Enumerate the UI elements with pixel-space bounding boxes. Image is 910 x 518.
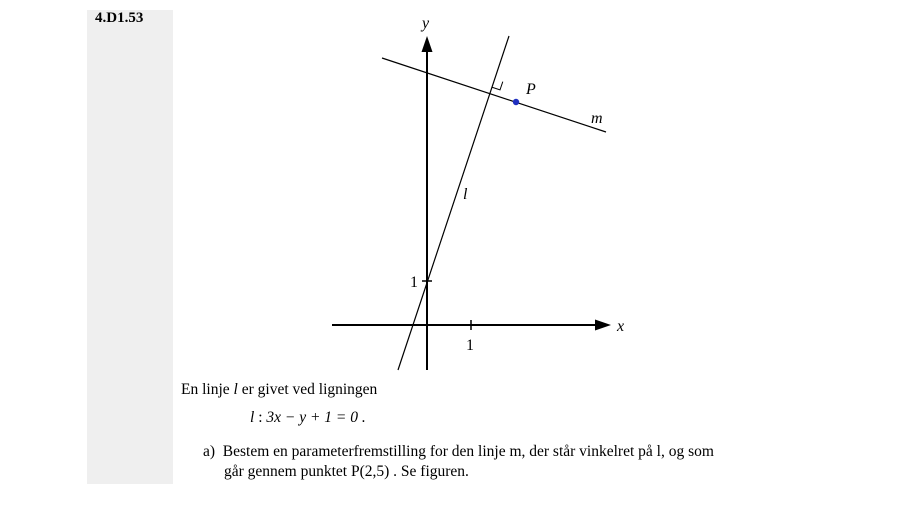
problem-id: 4.D1.53 — [95, 10, 144, 26]
line-l — [398, 36, 509, 370]
y-axis-arrow — [422, 36, 433, 52]
point-p-label: P — [526, 81, 536, 98]
equation — [250, 409, 366, 427]
item-a-line2: går gennem punktet P(2,5) . Se figuren. — [224, 463, 469, 480]
x-tick-label: 1 — [466, 337, 474, 354]
intro-post: er givet ved ligningen — [237, 381, 378, 398]
point-p — [513, 99, 519, 105]
coordinate-figure — [327, 8, 637, 376]
item-a-marker: a) — [203, 443, 216, 460]
equation-lhs: l — [250, 409, 255, 426]
equation-body: 3x − y + 1 = 0 . — [266, 409, 366, 426]
intro-pre: En linje — [181, 381, 234, 398]
line-l-label: l — [463, 186, 468, 203]
x-axis-label: x — [617, 318, 625, 335]
y-axis-label: y — [422, 15, 430, 32]
intro-var: l — [233, 381, 238, 398]
equation-sep: : — [254, 409, 267, 426]
item-a-continuation — [224, 463, 469, 481]
y-tick-label: 1 — [410, 274, 418, 291]
intro-text — [181, 381, 377, 399]
line-m-label: m — [591, 110, 603, 127]
item-a — [203, 443, 714, 461]
item-a-line1: Bestem en parameterfremstilling for den linje m, der står vinkelret på l, og som — [222, 443, 714, 460]
line-m — [382, 58, 606, 132]
x-axis-arrow — [595, 320, 611, 331]
problem-sidebar — [87, 10, 173, 484]
